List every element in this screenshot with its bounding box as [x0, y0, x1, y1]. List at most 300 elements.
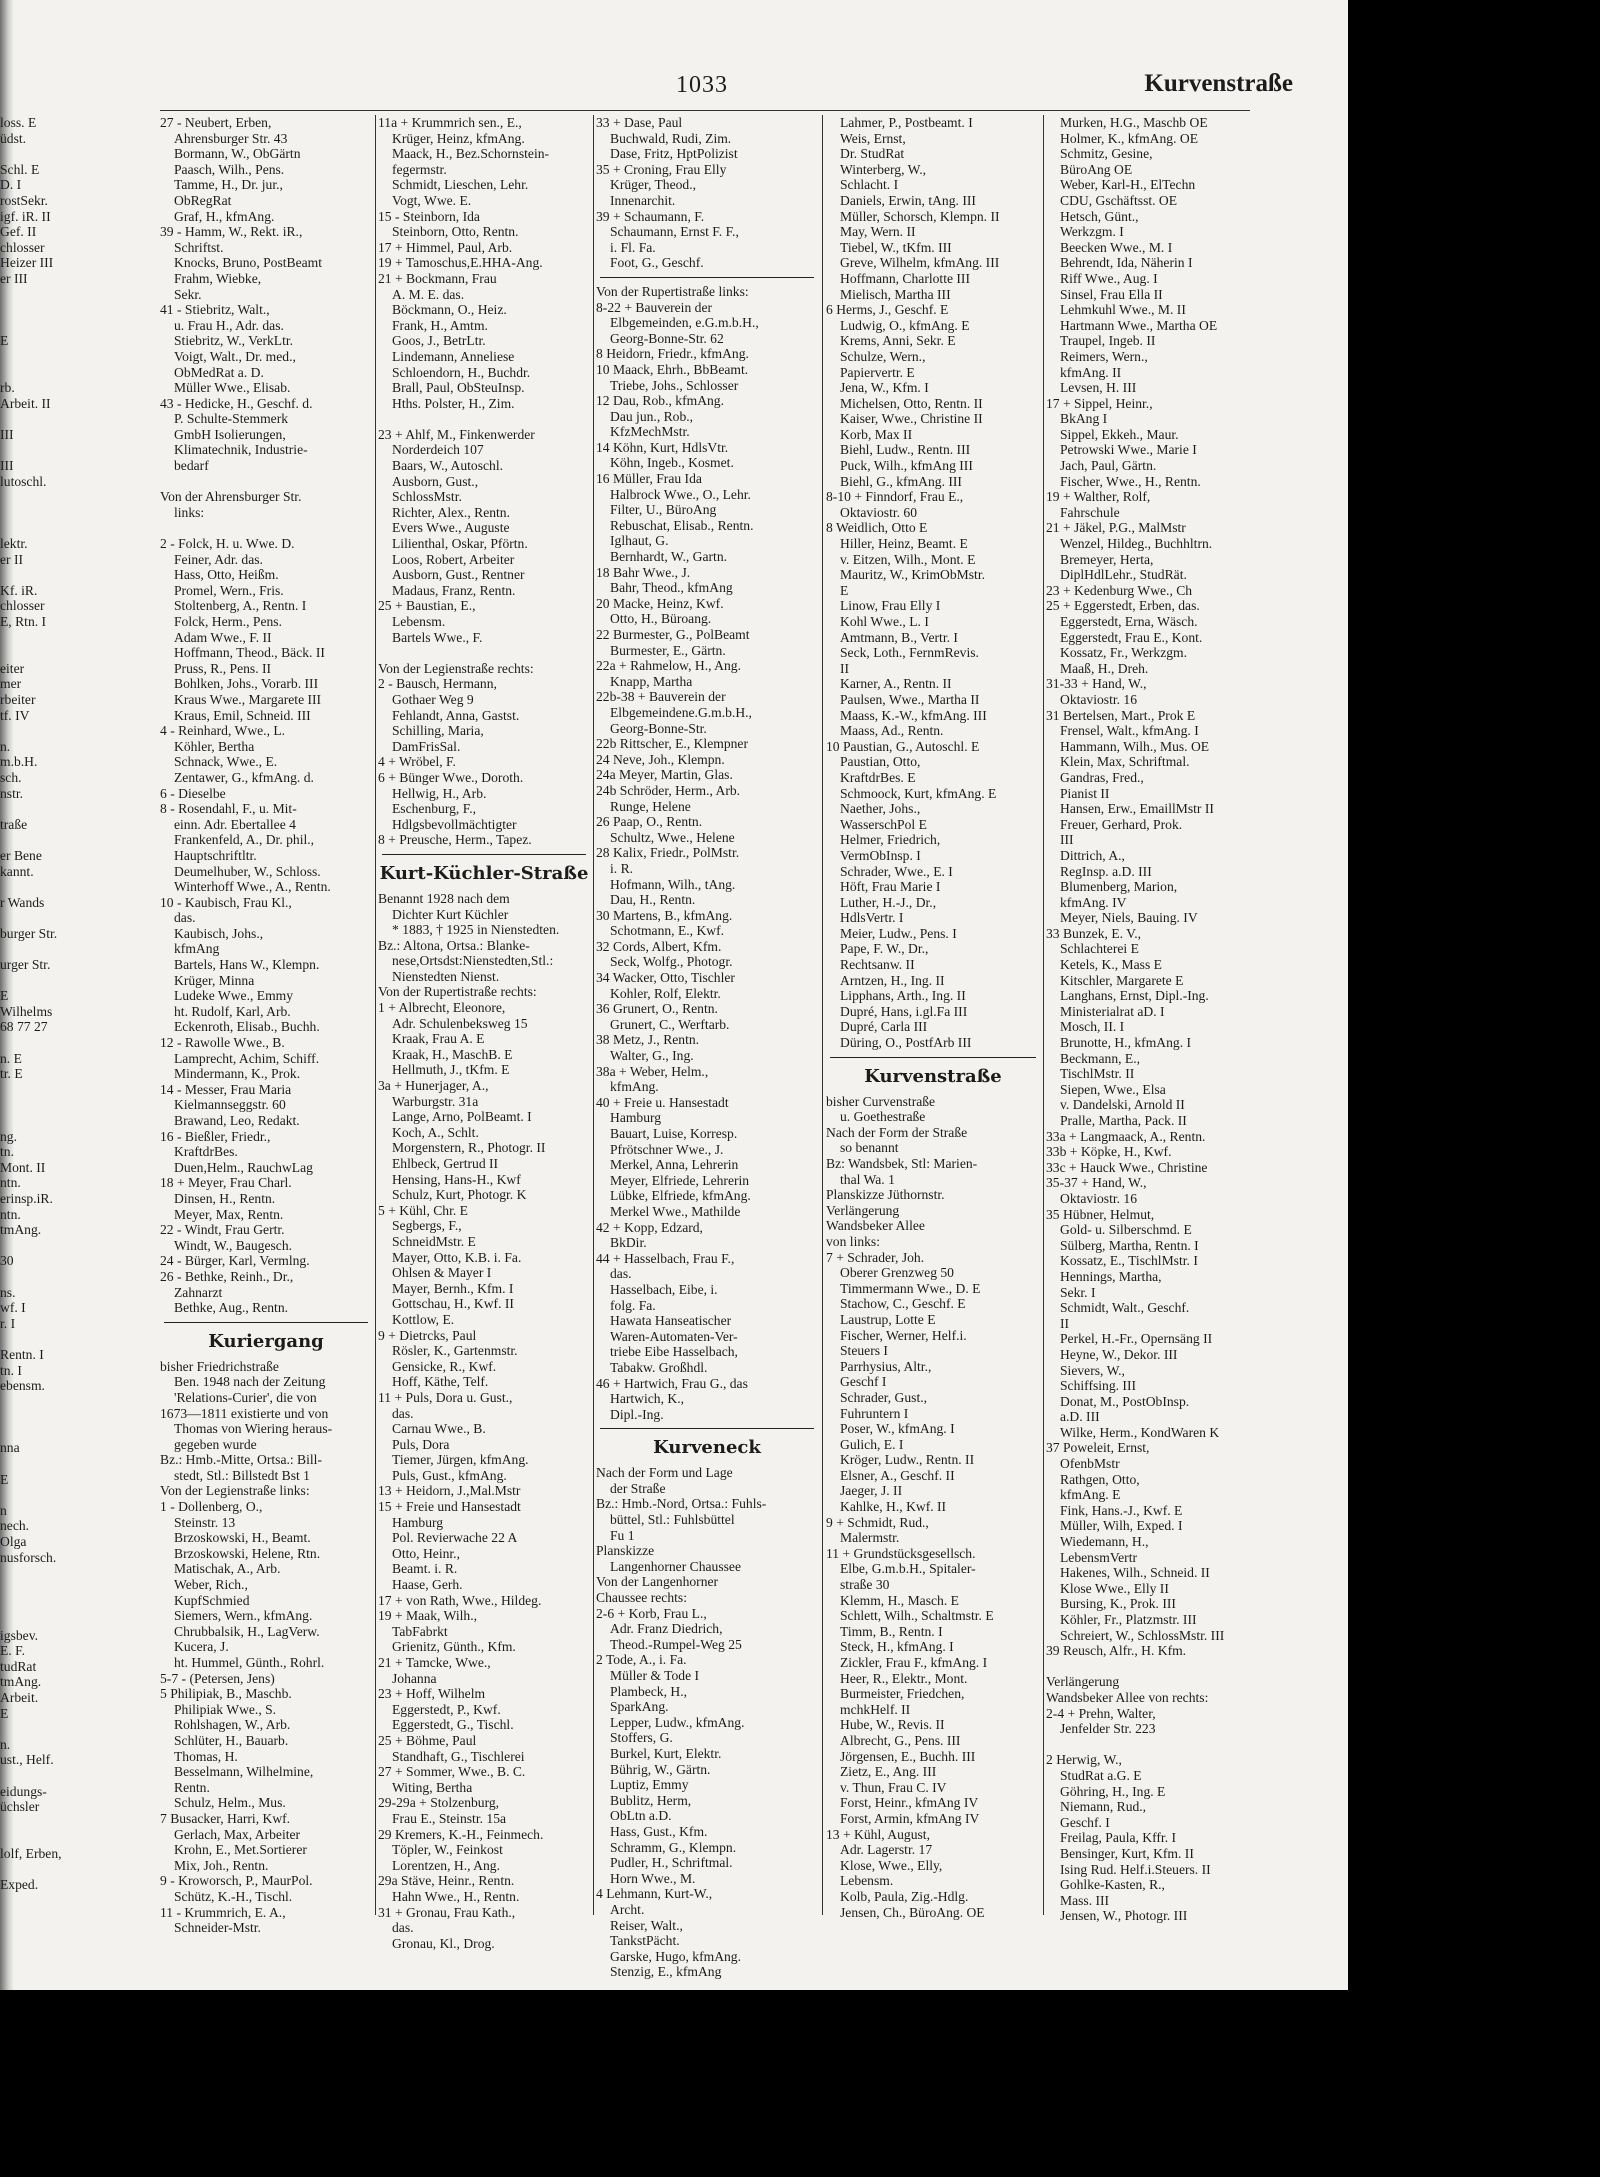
running-head: Kurvenstraße: [1144, 70, 1293, 97]
directory-line: Kucera, J.: [174, 1639, 229, 1655]
directory-line: 41 - Stiebritz, Walt.,: [160, 302, 270, 318]
directory-line: Gandras, Fred.,: [1060, 769, 1144, 785]
directory-line: Sievers, W.,: [1060, 1362, 1125, 1378]
directory-line: Arbeit. II: [0, 395, 51, 411]
directory-line: [0, 1830, 70, 1846]
directory-line: Levsen, H. III: [1060, 380, 1137, 396]
directory-line: Standhaft, G., Tischlerei: [392, 1748, 525, 1764]
directory-line: 33a + Langmaack, A., Rentn.: [1046, 1128, 1206, 1144]
directory-line: Krohn, E., Met.Sortierer: [174, 1842, 307, 1858]
directory-line: SchlossMstr.: [392, 489, 462, 505]
directory-line: 24 - Bürger, Karl, Vermlng.: [160, 1253, 310, 1269]
directory-line: Von der Langenhorner: [596, 1574, 719, 1590]
directory-line: Horn Wwe., M.: [610, 1870, 696, 1886]
directory-line: eidungs-: [0, 1783, 47, 1799]
directory-line: Walter, G., Ing.: [610, 1048, 694, 1064]
directory-line: [0, 941, 70, 957]
directory-line: Merkel, Anna, Lehrerin: [610, 1157, 739, 1173]
directory-line: Göhring, H., Ing. E: [1060, 1783, 1166, 1799]
directory-line: büttel, Stl.: Fuhlsbüttel: [610, 1512, 735, 1528]
directory-line: Loos, Robert, Arbeiter: [392, 551, 515, 567]
directory-line: 43 - Hedicke, H., Geschf. d.: [160, 395, 313, 411]
directory-line: [1046, 1737, 1246, 1753]
directory-line: Pudler, H., Schriftmal.: [610, 1855, 733, 1871]
directory-line: Hofmann, Wilh., tAng.: [610, 876, 736, 892]
directory-line: urger Str.: [0, 957, 51, 973]
directory-line: [0, 801, 70, 817]
directory-line: m.b.H.: [0, 754, 38, 770]
directory-line: ntn.: [0, 1175, 21, 1191]
directory-line: straße 30: [840, 1577, 890, 1593]
directory-line: 22b Rittscher, E., Klempner: [596, 736, 748, 752]
directory-line: von links:: [826, 1233, 881, 1249]
directory-line: TabFabrkt: [392, 1623, 448, 1639]
directory-line: SparkAng.: [610, 1699, 669, 1715]
directory-line: Zahnarzt: [174, 1284, 223, 1300]
directory-line: der Straße: [610, 1480, 666, 1496]
directory-line: Thomas von Wiering heraus-: [174, 1421, 333, 1437]
directory-line: 10 Maack, Ehrh., BbBeamt.: [596, 361, 749, 377]
directory-line: Schulz, Kurt, Photogr. K: [392, 1187, 527, 1203]
directory-line: chlosser: [0, 598, 45, 614]
directory-line: Lepper, Ludw., kfmAng.: [610, 1714, 745, 1730]
directory-line: Winterberg, W.,: [840, 161, 927, 177]
directory-line: KraftdrBes.: [174, 1144, 238, 1160]
directory-line: 35 + Croning, Frau Elly: [596, 161, 727, 177]
directory-line: 27 + Sommer, Wwe., B. C.: [378, 1764, 526, 1780]
directory-line: [0, 1596, 70, 1612]
directory-line: Kahlke, H., Kwf. II: [840, 1499, 947, 1515]
directory-line: Matischak, A., Arb.: [174, 1561, 281, 1577]
directory-line: burger Str.: [0, 925, 58, 941]
directory-line: Bublitz, Herm,: [610, 1792, 692, 1808]
directory-line: Hauptschriftltr.: [174, 847, 257, 863]
directory-line: Rebuschat, Elisab., Rentn.: [610, 517, 754, 533]
directory-line: Seck, Loth., FernmRevis.: [840, 645, 979, 661]
directory-line: StudRat a.G. E: [1060, 1767, 1142, 1783]
directory-line: u. Goethestraße: [840, 1109, 926, 1125]
directory-line: Elbe, G.m.b.H., Spitaler-: [840, 1561, 976, 1577]
directory-line: Knocks, Bruno, PostBeamt: [174, 255, 323, 271]
column-divider: [375, 115, 376, 1915]
directory-line: 35-37 + Hand, W.,: [1046, 1175, 1147, 1191]
directory-line: Oktaviostr. 16: [1060, 1190, 1138, 1206]
directory-line: E: [0, 1471, 9, 1487]
directory-line: [0, 1721, 70, 1737]
directory-line: Wilhelms: [0, 1003, 53, 1019]
directory-line: folg. Fa.: [610, 1297, 656, 1313]
directory-line: Hass, Gust., Kfm.: [610, 1823, 708, 1839]
directory-line: Hennings, Martha,: [1060, 1268, 1162, 1284]
directory-line: Runge, Helene: [610, 798, 691, 814]
directory-line: Lehmkuhl Wwe., M. II: [1060, 302, 1186, 318]
directory-line: 39 + Schaumann, F.: [596, 208, 705, 224]
directory-line: Buchwald, Rudi, Zim.: [610, 130, 732, 146]
directory-line: wf. I: [0, 1300, 26, 1316]
directory-line: Wandsbeker Allee: [826, 1218, 925, 1234]
directory-line: Sinsel, Frau Ella II: [1060, 286, 1163, 302]
directory-line: Schlüter, H., Bauarb.: [174, 1732, 289, 1748]
directory-line: 24a Meyer, Martin, Glas.: [596, 767, 733, 783]
directory-line: 20 Macke, Heinz, Kwf.: [596, 595, 724, 611]
directory-line: 19 + Maak, Wilh.,: [378, 1608, 477, 1624]
directory-line: Warburgstr. 31a: [392, 1093, 479, 1109]
directory-line: n. E: [0, 1050, 22, 1066]
directory-line: Fink, Hans.-J., Kwf. E: [1060, 1502, 1183, 1518]
directory-line: Von der Legienstraße rechts:: [378, 660, 534, 676]
directory-line: Murken, H.G., Maschb OE: [1060, 115, 1208, 130]
street-heading: Kurt-Küchler-Straße: [379, 862, 589, 884]
directory-line: Elbgemeinden, e.G.m.b.H.,: [610, 315, 759, 331]
directory-line: 11 + Grundstücksgesellsch.: [826, 1545, 976, 1561]
directory-line: 68 77 27: [0, 1019, 48, 1035]
directory-line: Kohl Wwe., L. I: [840, 614, 929, 629]
directory-line: Otto, Heinr.,: [392, 1545, 460, 1561]
directory-line: v. Thun, Frau C. IV: [840, 1779, 947, 1795]
directory-line: E, Rtn. I: [0, 614, 47, 629]
directory-line: Dau, H., Rentn.: [610, 892, 696, 908]
directory-line: Gensicke, R., Kwf.: [392, 1358, 497, 1374]
directory-line: n.: [0, 1736, 11, 1752]
directory-line: Ludeke Wwe., Emmy: [174, 988, 294, 1004]
directory-line: 31 Bertelsen, Mart., Prok E: [1046, 707, 1196, 723]
directory-line: Müller, Schorsch, Klempn. II: [840, 208, 1000, 224]
directory-line: Norderdeich 107: [392, 442, 484, 458]
directory-line: KraftdrBes. E: [840, 769, 916, 785]
directory-line: Garske, Hugo, kfmAng.: [610, 1948, 742, 1964]
directory-line: Evers Wwe., Auguste: [392, 520, 510, 536]
directory-line: ng.: [0, 1128, 17, 1144]
directory-line: Amtmann, B., Vertr. I: [840, 629, 958, 645]
column-2: [378, 115, 590, 1951]
directory-line: Böckmann, O., Heiz.: [392, 302, 507, 318]
directory-line: Besselmann, Wilhelmine,: [174, 1764, 314, 1780]
directory-line: [0, 442, 70, 458]
directory-line: das.: [174, 910, 196, 926]
directory-line: Jena, W., Kfm. I: [840, 380, 929, 396]
directory-line: [0, 1487, 70, 1503]
directory-line: Schnack, Wwe., E.: [174, 754, 278, 770]
directory-line: KfzMechMstr.: [610, 424, 690, 440]
directory-line: Perkel, H.-Fr., Opernsäng II: [1060, 1331, 1213, 1347]
directory-line: Grienitz, Günth., Kfm.: [392, 1639, 516, 1655]
directory-line: Kaiser, Wwe., Christine II: [840, 411, 983, 427]
directory-line: 33 + Dase, Paul: [596, 115, 683, 130]
directory-line: Köhler, Bertha: [174, 738, 255, 754]
directory-line: ObRegRat: [174, 192, 232, 208]
directory-line: [0, 1331, 70, 1347]
directory-line: [0, 1394, 70, 1410]
directory-line: D. I: [0, 177, 22, 193]
directory-line: Kröger, Ludw., Rentn. II: [840, 1452, 975, 1468]
directory-line: Kohler, Rolf, Elektr.: [610, 985, 721, 1001]
directory-line: Seck, Wolfg., Photogr.: [610, 954, 733, 970]
directory-line: Mosch, II. I: [1060, 1019, 1125, 1035]
directory-line: Mayer, Bernh., Kfm. I: [392, 1280, 514, 1296]
directory-line: Gronau, Kl., Drog.: [392, 1935, 495, 1951]
directory-line: Forst, Heinr., kfmAng IV: [840, 1795, 979, 1811]
directory-line: Schreiert, W., SchlossMstr. III: [1060, 1627, 1225, 1643]
directory-line: Sülberg, Martha, Rentn. I: [1060, 1237, 1199, 1253]
directory-line: Brawand, Leo, Redakt.: [174, 1113, 300, 1128]
directory-line: CDU, Gschäftsst. OE: [1060, 192, 1178, 208]
directory-line: Arbeit.: [0, 1689, 39, 1705]
directory-line: Eggerstedt, Erna, Wäsch.: [1060, 614, 1198, 629]
directory-line: Steck, H., kfmAng. I: [840, 1639, 954, 1655]
directory-line: Frau E., Steinstr. 15a: [392, 1810, 507, 1826]
directory-line: Schmidt, Lieschen, Lehr.: [392, 177, 529, 193]
directory-line: Kossatz, E., TischlMstr. I: [1060, 1253, 1198, 1269]
directory-line: Gohlke-Kasten, R.,: [1060, 1877, 1165, 1893]
directory-line: r. I: [0, 1315, 16, 1331]
directory-line: Schultz, Wwe., Helene: [610, 829, 735, 845]
directory-line: 25 + Böhme, Paul: [378, 1732, 477, 1748]
directory-line: Burkel, Kurt, Elektr.: [610, 1745, 722, 1761]
directory-line: Ausborn, Gust.,: [392, 473, 479, 489]
directory-line: 27 - Neubert, Erben,: [160, 115, 272, 130]
directory-line: Jensen, W., Photogr. III: [1060, 1908, 1188, 1924]
directory-line: Heyne, W., Dekor. III: [1060, 1346, 1178, 1362]
directory-line: 5 Philipiak, B., Maschb.: [160, 1686, 292, 1702]
directory-line: Bz: Wandsbek, Stl: Marien-: [826, 1156, 978, 1171]
directory-line: Reimers, Wern.,: [1060, 348, 1148, 364]
directory-line: Frensel, Walt., kfmAng. I: [1060, 723, 1199, 739]
directory-line: 14 Köhn, Kurt, HdlsVtr.: [596, 439, 729, 455]
directory-line: Kitschler, Margarete E: [1060, 972, 1184, 988]
directory-line: erinsp.iR.: [0, 1190, 53, 1206]
directory-line: triebe Eibe Hasselbach,: [610, 1344, 738, 1360]
directory-line: Lindemann, Anneliese: [392, 348, 515, 364]
directory-line: Carnau Wwe., B.: [392, 1421, 486, 1437]
directory-line: 34 Wacker, Otto, Tischler: [596, 970, 735, 986]
directory-line: kfmAng. IV: [1060, 894, 1127, 910]
directory-line: Hellwig, H., Arb.: [392, 785, 487, 801]
header-rule: [160, 110, 1250, 111]
directory-line: mer: [0, 676, 22, 692]
directory-line: Schlachterei E: [1060, 941, 1139, 957]
street-heading: Kuriergang: [208, 1330, 324, 1352]
directory-line: Meyer, Niels, Bauing. IV: [1060, 910, 1198, 926]
directory-line: r Wands: [0, 894, 45, 910]
scan-background-bottom: [0, 1990, 1600, 2177]
directory-line: 11 + Puls, Dora u. Gust.,: [378, 1389, 513, 1405]
directory-line: Zickler, Frau F., kfmAng. I: [840, 1655, 988, 1670]
directory-line: Schneider-Mstr.: [174, 1920, 261, 1936]
directory-line: Burmeister, Friedchen,: [840, 1686, 965, 1702]
directory-line: Maaß, H., Dreh.: [1060, 660, 1149, 676]
directory-line: [0, 489, 70, 505]
directory-line: Tiemer, Jürgen, kfmAng.: [392, 1452, 529, 1468]
directory-line: KupfSchmied: [174, 1592, 250, 1608]
directory-line: Puls, Dora: [392, 1436, 450, 1452]
directory-line: tr. E: [0, 1066, 23, 1082]
directory-line: 5-7 - (Petersen, Jens): [160, 1670, 275, 1686]
directory-line: Jenfelder Str. 223: [1060, 1721, 1156, 1737]
directory-line: Stoltenberg, A., Rentn. I: [174, 598, 307, 614]
directory-line: Elsner, A., Geschf. II: [840, 1467, 955, 1483]
directory-line: 17 + von Rath, Wwe., Hildeg.: [378, 1592, 542, 1608]
directory-line: Hube, W., Revis. II: [840, 1717, 945, 1733]
directory-line: Poser, W., kfmAng. I: [840, 1421, 955, 1437]
directory-line: Arntzen, H., Ing. II: [840, 972, 945, 988]
directory-line: eiter: [0, 660, 25, 676]
directory-line: 12 - Rawolle Wwe., B.: [160, 1035, 285, 1051]
directory-line: Exped.: [0, 1877, 39, 1893]
directory-line: Eschenburg, F.,: [392, 801, 476, 817]
directory-line: [0, 567, 70, 583]
directory-line: Feiner, Adr. das.: [174, 551, 263, 567]
directory-line: gegeben wurde: [174, 1436, 257, 1452]
directory-line: [160, 474, 372, 490]
directory-line: Bormann, W., ObGärtn: [174, 146, 301, 162]
directory-line: Frankenfeld, A., Dr. phil.,: [174, 832, 315, 848]
directory-line: Fahrschule: [1060, 504, 1120, 520]
directory-line: u. Frau H., Adr. das.: [174, 317, 284, 333]
directory-line: Schmidt, Walt., Geschf.: [1060, 1300, 1190, 1316]
directory-line: 19 + Tamoschus,E.HHA-Ang.: [378, 255, 543, 271]
directory-line: [0, 302, 70, 318]
directory-line: Mindermann, K., Prok.: [174, 1066, 301, 1082]
directory-line: [0, 1269, 70, 1285]
directory-line: 1673—1811 existierte und von: [160, 1405, 329, 1421]
column-3: [596, 115, 818, 1980]
directory-line: [0, 411, 70, 427]
directory-line: Burmester, E., Gärtn.: [610, 642, 726, 658]
directory-line: DamFrisSal.: [392, 738, 461, 754]
directory-line: Rentn.: [174, 1779, 210, 1795]
directory-line: Sekr.: [174, 286, 202, 302]
directory-line: v. Eitzen, Wilh., Mont. E: [840, 551, 976, 567]
directory-line: Lange, Arno, PolBeamt. I: [392, 1109, 532, 1125]
directory-line: einn. Adr. Ebertallee 4: [174, 816, 296, 832]
directory-line: Otto, H., Büroang.: [610, 611, 712, 627]
directory-line: Meyer, Elfriede, Lehrerin: [610, 1172, 750, 1188]
directory-line: III: [0, 458, 14, 474]
directory-line: Morgenstern, R., Photogr. II: [392, 1140, 546, 1156]
directory-line: Schmoock, Kurt, kfmAng. E: [840, 785, 997, 801]
directory-line: Bartels, Hans W., Klempn.: [174, 957, 320, 973]
directory-line: Duen,Helm., RauchwLag: [174, 1159, 313, 1175]
directory-line: Schloendorn, H., Buchdr.: [392, 364, 531, 380]
directory-line: Dupré, Carla III: [840, 1019, 928, 1035]
directory-line: Maass, K.-W., kfmAng. III: [840, 707, 987, 723]
directory-line: May, Wern. II: [840, 224, 916, 240]
directory-line: 12 Dau, Rob., kfmAng.: [596, 393, 724, 409]
directory-line: mchkHelf. II: [840, 1701, 911, 1717]
directory-line: Hoffmann, Theod., Bäck. II: [174, 645, 325, 661]
directory-line: Ketels, K., Mass E: [1060, 957, 1162, 973]
directory-line: Mix, Joh., Rentn.: [174, 1857, 269, 1873]
directory-line: 10 - Kaubisch, Frau Kl.,: [160, 894, 292, 910]
directory-line: 13 + Kühl, August,: [826, 1826, 930, 1842]
column-divider: [1043, 115, 1044, 1915]
directory-line: 18 Bahr Wwe., J.: [596, 564, 691, 580]
directory-line: Gef. II: [0, 224, 37, 240]
directory-line: 2 - Bausch, Hermann,: [378, 676, 497, 692]
directory-line: Wilke, Herm., KondWaren K: [1060, 1424, 1220, 1440]
directory-line: Deumelhuber, W., Schloss.: [174, 863, 321, 879]
directory-line: nstr.: [0, 785, 24, 801]
directory-line: Ausborn, Gust., Rentner: [392, 567, 525, 583]
directory-line: Philipiak Wwe., S.: [174, 1701, 277, 1717]
directory-line: 32 Cords, Albert, Kfm.: [596, 938, 722, 954]
directory-line: Schulze, Wern.,: [840, 348, 926, 364]
directory-line: Rohlshagen, W., Arb.: [174, 1717, 291, 1733]
directory-line: [160, 520, 372, 536]
directory-line: [0, 832, 70, 848]
directory-line: Tiebel, W., tKfm. III: [840, 239, 952, 255]
directory-line: Greve, Wilhelm, kfmAng. III: [840, 255, 1000, 271]
directory-line: Daniels, Erwin, tAng. III: [840, 192, 976, 208]
directory-line: [0, 723, 70, 739]
directory-line: * 1883, † 1925 in Nienstedten.: [392, 922, 560, 938]
directory-line: 22b-38 + Bauverein der: [596, 689, 726, 705]
directory-line: 36 Grunert, O., Rentn.: [596, 1001, 718, 1017]
directory-line: Wandsbeker Allee von rechts:: [1046, 1689, 1209, 1705]
directory-line: Müller Wwe., Elisab.: [174, 380, 291, 396]
directory-line: 11 - Krummrich, E. A.,: [160, 1904, 286, 1920]
directory-line: Stenzig, E., kfmAng: [610, 1964, 722, 1980]
directory-line: Klemm, H., Masch. E: [840, 1592, 959, 1608]
directory-line: Foot, G., Geschf.: [610, 255, 704, 271]
directory-line: Bührig, W., Gärtn.: [610, 1761, 711, 1777]
directory-line: II: [1060, 1315, 1070, 1331]
directory-line: Gerlach, Max, Arbeiter: [174, 1826, 301, 1842]
directory-line: 26 - Bethke, Reinh., Dr.,: [160, 1268, 294, 1284]
directory-line: Tabakw. Großhdl.: [610, 1359, 708, 1375]
directory-line: Nienstedten Nienst.: [392, 968, 500, 984]
directory-line: Eggerstedt, Frau E., Kont.: [1060, 629, 1203, 645]
directory-line: Brzoskowski, H., Beamt.: [174, 1530, 311, 1546]
directory-line: Nach der Form der Straße: [826, 1124, 968, 1140]
directory-line: Paasch, Wilh., Pens.: [174, 161, 285, 177]
section-rule: [830, 1057, 1036, 1058]
directory-line: Dr. StudRat: [840, 146, 905, 162]
directory-line: 24 Neve, Joh., Klempn.: [596, 751, 725, 767]
directory-line: Lahmer, P., Postbeamt. I: [840, 115, 973, 130]
directory-line: Kossatz, Fr., Werkzgm.: [1060, 645, 1188, 661]
directory-line: 8-10 + Finndorf, Frau E.,: [826, 489, 964, 505]
directory-line: Stiebritz, W., VerkLtr.: [174, 333, 294, 349]
section-rule: [600, 277, 814, 278]
directory-line: n: [0, 1502, 7, 1518]
directory-line: Fu 1: [610, 1527, 635, 1543]
directory-line: Kolb, Paula, Zig.-Hdlg.: [840, 1888, 969, 1904]
directory-line: Beecken Wwe., M. I: [1060, 239, 1173, 255]
directory-line: Wenzel, Hildeg., Buchhltrn.: [1060, 536, 1213, 552]
directory-line: Voigt, Walt., Dr. med.,: [174, 348, 296, 364]
directory-line: Papiervertr. E: [840, 364, 915, 380]
directory-line: Paulsen, Wwe., Martha II: [840, 691, 980, 707]
directory-line: Krüger, Minna: [174, 972, 255, 988]
directory-line: Zietz, E., Ang. III: [840, 1764, 937, 1780]
directory-line: kfmAng. E: [1060, 1487, 1121, 1503]
directory-line: [0, 1565, 70, 1581]
directory-line: Schlett, Wilh., Schaltmstr. E: [840, 1608, 994, 1624]
directory-line: Grunert, C., Werftarb.: [610, 1016, 730, 1032]
directory-line: rb.: [0, 380, 15, 396]
section-rule: [600, 1428, 814, 1429]
directory-line: [0, 973, 70, 989]
directory-line: 2-6 + Korb, Frau L.,: [596, 1605, 707, 1621]
directory-line: 8 - Rosendahl, F., u. Mit-: [160, 801, 297, 817]
directory-line: Planskizze: [596, 1543, 655, 1559]
directory-line: 30: [0, 1253, 14, 1269]
directory-line: 24b Schröder, Herm., Arb.: [596, 782, 741, 798]
directory-line: 15 - Steinborn, Ida: [378, 208, 480, 224]
directory-line: [0, 1082, 70, 1098]
directory-line: Waren-Automaten-Ver-: [610, 1328, 738, 1344]
